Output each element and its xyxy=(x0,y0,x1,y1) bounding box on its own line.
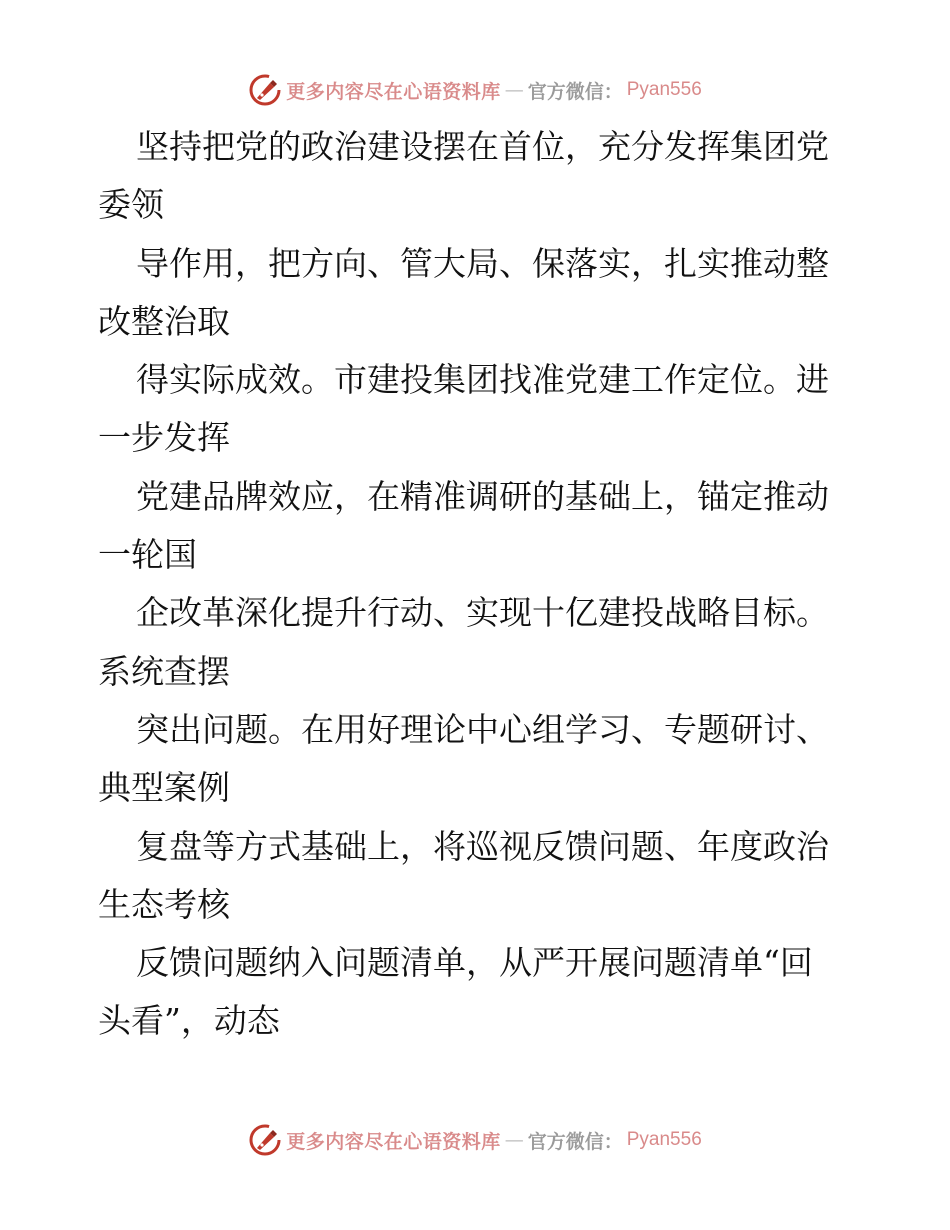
watermark-wechat-id: Pyan556 xyxy=(626,79,702,100)
watermark-site-text: 更多内容尽在心语资料库 xyxy=(286,1130,501,1153)
header-watermark xyxy=(0,70,950,110)
text-line: 头看”，动态 xyxy=(98,1001,280,1041)
pen-nib-logo-icon xyxy=(248,1123,282,1157)
text-line: 改整治取 xyxy=(98,301,230,341)
text-line: 复盘等方式基础上，将巡视反馈问题、年度政治 xyxy=(136,826,829,866)
footer-watermark xyxy=(0,1120,950,1160)
watermark-wechat-id: Pyan556 xyxy=(626,1129,702,1150)
text-line: 企改革深化提升行动、实现十亿建投战略目标。 xyxy=(136,593,829,633)
watermark-dash: — xyxy=(504,1129,524,1151)
text-line: 突出问题。在用好理论中心组学习、专题研讨、 xyxy=(136,709,829,749)
text-line: 系统查摆 xyxy=(98,651,230,691)
document-body xyxy=(98,118,858,1051)
text-line: 一步发挥 xyxy=(98,418,230,458)
text-line: 生态考核 xyxy=(98,884,230,924)
text-line: 党建品牌效应，在精准调研的基础上，锚定推动 xyxy=(136,476,829,516)
watermark-label: 官方微信： xyxy=(527,80,623,103)
text-line: 得实际成效。市建投集团找准党建工作定位。进 xyxy=(136,360,829,400)
text-line: 坚持把党的政治建设摆在首位，充分发挥集团党 xyxy=(136,127,829,166)
text-line: 典型案例 xyxy=(98,768,230,808)
watermark-dash: — xyxy=(504,79,524,101)
text-line: 委领 xyxy=(98,185,164,225)
pen-nib-logo-icon xyxy=(248,73,282,107)
text-line: 导作用，把方向、管大局、保落实，扎实推动整 xyxy=(136,243,829,283)
watermark-label: 官方微信： xyxy=(527,1130,623,1153)
text-line: 一轮国 xyxy=(98,535,197,575)
watermark-site-text: 更多内容尽在心语资料库 xyxy=(286,80,501,103)
text-line: 反馈问题纳入问题清单，从严开展问题清单“回 xyxy=(136,943,813,983)
